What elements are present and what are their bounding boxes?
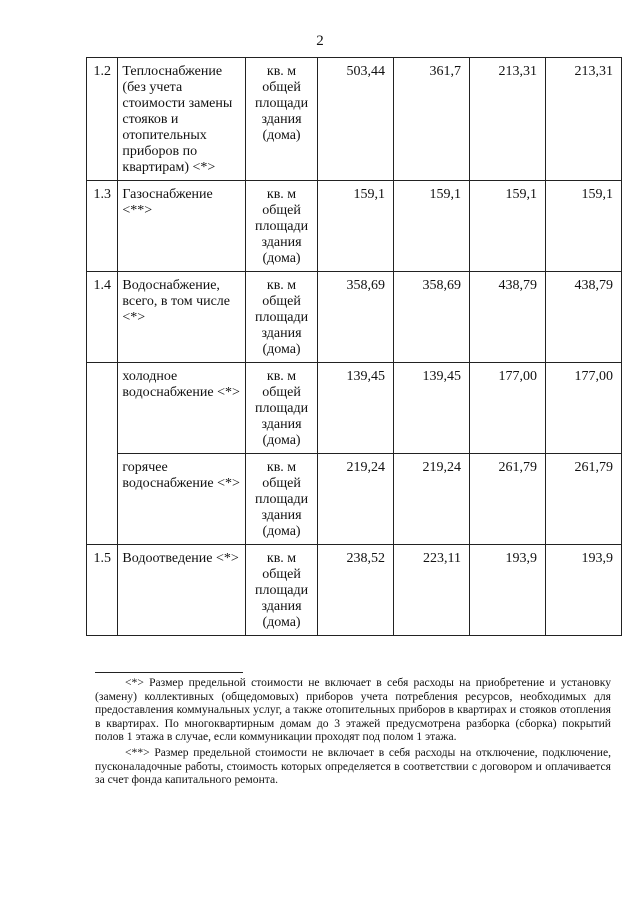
row-number: 1.3 — [87, 181, 118, 272]
unit: кв. м общей площади здания (дома) — [246, 272, 318, 363]
value-cell: 238,52 — [318, 545, 394, 636]
value-cell: 358,69 — [318, 272, 394, 363]
value-cell: 219,24 — [393, 454, 469, 545]
value-cell: 438,79 — [545, 272, 621, 363]
table-row — [87, 181, 622, 272]
table-row — [87, 545, 622, 636]
value-cell: 193,9 — [469, 545, 545, 636]
value-cell: 159,1 — [469, 181, 545, 272]
row-number: 1.5 — [87, 545, 118, 636]
table-row — [87, 454, 622, 545]
value-cell: 261,79 — [469, 454, 545, 545]
value-cell: 159,1 — [318, 181, 394, 272]
value-cell: 261,79 — [545, 454, 621, 545]
value-cell: 177,00 — [545, 363, 621, 454]
footnote-1: <*> Размер предельной стоимости не включает в себя расходы на приобретение и установку (замену) коллективных (общедомовых) приборов учета потребления ресурсов, необходимых для предоставления коммунальных услуг, а также отопительных приборов в квартирах и стояков отопления в квартирах. По многоквартирным домам до 3 этажей предусмотрена разборка (сборка) покрытий полов 1 этажа в случае, если коммуникации проходят под полом 1 этажа. — [95, 676, 611, 744]
work-name: горячее водоснабжение <*> — [118, 454, 246, 545]
value-cell: 213,31 — [545, 58, 621, 181]
cost-table — [86, 57, 622, 636]
value-cell: 358,69 — [393, 272, 469, 363]
work-name: Теплоснабжение (без учета стоимости замены стояков и отопительных приборов по квартирам) <*> — [118, 58, 246, 181]
work-name: холодное водоснабжение <*> — [118, 363, 246, 454]
value-cell: 159,1 — [393, 181, 469, 272]
footnote-divider — [95, 672, 243, 673]
footnote-2: <**> Размер предельной стоимости не включает в себя расходы на отключение, подключение, пусконаладочные работы, стоимость которых определяется в соответствии с договором и оплачивается за счет фонда капитального ремонта. — [95, 745, 611, 787]
value-cell: 503,44 — [318, 58, 394, 181]
value-cell: 139,45 — [393, 363, 469, 454]
value-cell: 438,79 — [469, 272, 545, 363]
row-number: 1.4 — [87, 272, 118, 363]
work-name: Водоотведение <*> — [118, 545, 246, 636]
value-cell: 361,7 — [393, 58, 469, 181]
work-name: Водоснабжение, всего, в том числе <*> — [118, 272, 246, 363]
value-cell: 219,24 — [318, 454, 394, 545]
row-number — [87, 454, 118, 545]
table-row — [87, 272, 622, 363]
unit: кв. м общей площади здания (дома) — [246, 181, 318, 272]
page-number: 2 — [316, 33, 324, 49]
footnotes — [95, 676, 611, 789]
unit: кв. м общей площади здания (дома) — [246, 363, 318, 454]
value-cell: 193,9 — [545, 545, 621, 636]
value-cell: 213,31 — [469, 58, 545, 181]
table-row — [87, 363, 622, 454]
unit: кв. м общей площади здания (дома) — [246, 545, 318, 636]
row-number — [87, 363, 118, 454]
value-cell: 139,45 — [318, 363, 394, 454]
row-number: 1.2 — [87, 58, 118, 181]
unit: кв. м общей площади здания (дома) — [246, 454, 318, 545]
value-cell: 159,1 — [545, 181, 621, 272]
value-cell: 177,00 — [469, 363, 545, 454]
table-row — [87, 58, 622, 181]
value-cell: 223,11 — [393, 545, 469, 636]
unit: кв. м общей площади здания (дома) — [246, 58, 318, 181]
work-name: Газоснабжение <**> — [118, 181, 246, 272]
